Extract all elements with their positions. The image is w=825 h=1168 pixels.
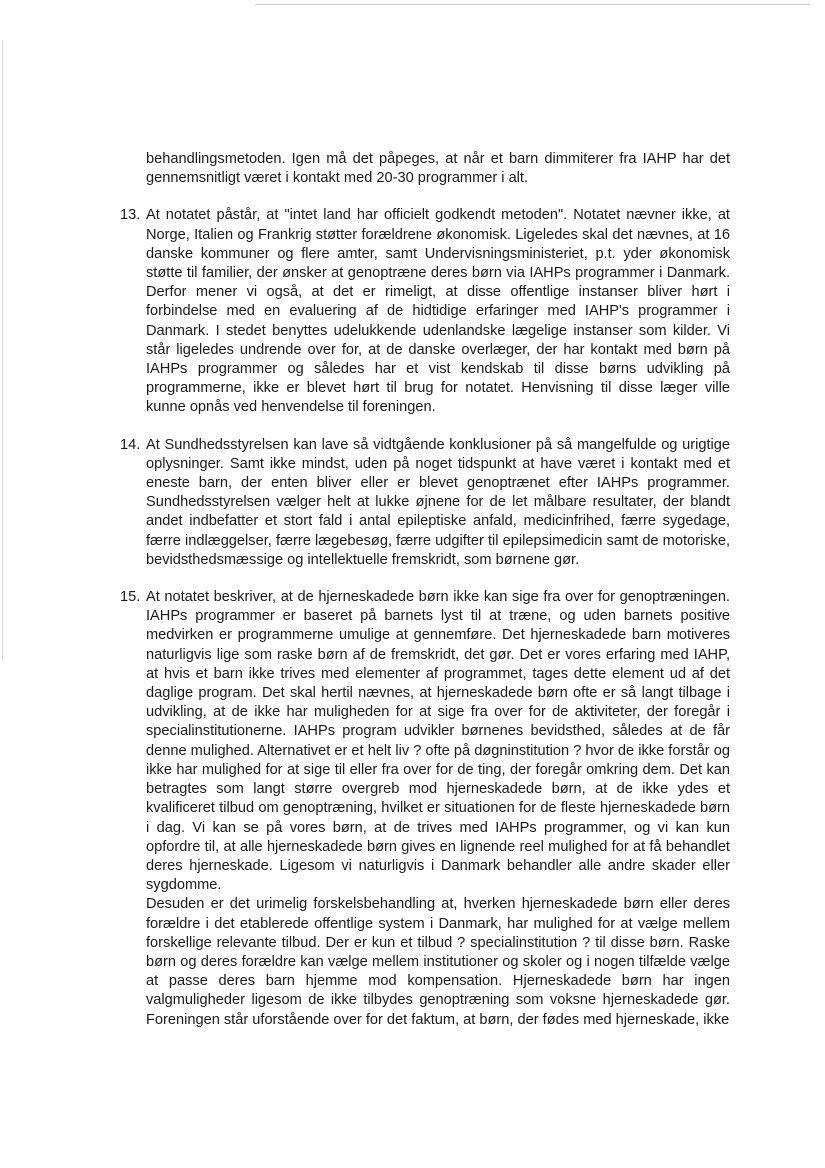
document-page (120, 150, 730, 1030)
scan-edge-left (2, 40, 3, 660)
item-number: 13. (120, 207, 141, 224)
item-paragraph: Desuden er det urimelig forskelsbehandling at, hverken hjerneskadede børn eller deres forældre i det etablerede offentlige system i Danmark, har mulighed for at vælge mellem forskellige relevante tilbud. Der er kun et tilbud ? specialinstitution ? til disse børn. Raske børn og deres forældre kan vælge mellem institutioner og skoler og i nogen tilfælde vælge at passe deres barn hjemme mod kompensation. Hjerneskadede børn har ingen valgmuligheder ligesom de ikke tilbydes genoptræning som voksne hjerneskadede gør. Foreningen står uforstående over for det faktum, at børn, der fødes med hjerneskade, ikke (146, 896, 730, 1028)
scan-edge-top (255, 4, 810, 5)
item-body (146, 206, 730, 417)
item-body (146, 588, 730, 1030)
numbered-item-13 (120, 206, 730, 417)
continuation-paragraph: behandlingsmetoden. Igen må det påpeges, at når et barn dimmiterer fra IAHP har det gennemsnitligt været i kontakt med 20-30 programmer i alt. (146, 151, 730, 187)
item-paragraph: At Sundhedsstyrelsen kan lave så vidtgående konklusioner på så mangelfulde og urigtige oplysninger. Samt ikke mindst, uden på noget tidspunkt at have været i kontakt med et eneste barn, der enten bliver eller er blevet genoptrænet efter IAHPs programmer. Sundhedsstyrelsen vælger helt at lukke øjnene for de let målbare resultater, der blandt andet indbefatter et stort fald i antal epileptiske anfald, medicinfrihed, færre sygedage, færre indlæggelser, færre lægebesøg, færre udgifter til epilepsimedicin samt de motoriske, bevidsthedsmæssige og intellektuelle fremskridt, som børnene gør. (146, 436, 730, 568)
item-number: 14. (120, 436, 141, 453)
item-body (146, 436, 730, 570)
item-paragraph: At notatet beskriver, at de hjerneskadede børn ikke kan sige fra over for genoptræningen. IAHPs programmer er baseret på barnets lyst til at træne, og uden barnets positive medvirken er programmerne umulige at gennemføre. Det hjerneskadede barn motiveres naturligvis lige som raske børn af de fremskridt, det gør. Det er vores erfaring med IAHP, at hvis et barn ikke trives med elementer af programmet, tages dette element ud af det daglige program. Det skal hertil nævnes, at hjerneskadede børn ofte er så langt tilbage i udvikling, at de ikke har muligheden for at sige fra over for de aktiviteter, der foregår i specialinstitutionerne. IAHPs program udvikler børnenes bevidsthed, således at de får denne mulighed. Alternativet er et helt liv ? ofte på døgninstitution ? hvor de ikke forstår og ikke har mulighed for at sige til eller fra over for de ting, der foregår omkring dem. Det kan betragtes som langt større overgreb mod hjerneskadede børn, at de ikke ydes et kvalificeret tilbud om genoptræning, hvilket er situationen for de fleste hjerneskadede børn i dag. Vi kan se på vores børn, at de trives med IAHPs programmer, og vi kan kun opfordre til, at alle hjerneskadede børn gives en lignende reel mulighed for at få behandlet deres hjerneskade. Ligesom vi naturligvis i Danmark behandler alle andre skader eller sygdomme. (146, 589, 730, 894)
numbered-item-15 (120, 588, 730, 1030)
item-number: 15. (120, 589, 141, 606)
numbered-item-14 (120, 436, 730, 570)
item-paragraph: At notatet påstår, at "intet land har officielt godkendt metoden". Notatet nævner ikke, at Norge, Italien og Frankrig støtter forældrene økonomisk. Ligeledes skal det nævnes, at 16 danske kommuner og flere amter, samt Undervisningsministeriet, p.t. yder økonomisk støtte til familier, der ønsker at genoptræne deres børn via IAHPs programmer i Danmark. Derfor mener vi også, at det er rimeligt, at disse offentlige instanser bliver hørt i forbindelse med en evaluering af de hidtidige erfaringer med IAHP's programmer i Danmark. I stedet benyttes udelukkende udenlandske lægelige instanser som kilder. Vi står ligeledes undrende over for, at de danske overlæger, der har kontakt med børn på IAHPs programmer og således har et vist kendskab til disse børns udvikling på programmerne, ikke er blevet hørt til brug for notatet. Henvisning til disse læger ville kunne opnås ved henvendelse til foreningen. (146, 207, 730, 416)
